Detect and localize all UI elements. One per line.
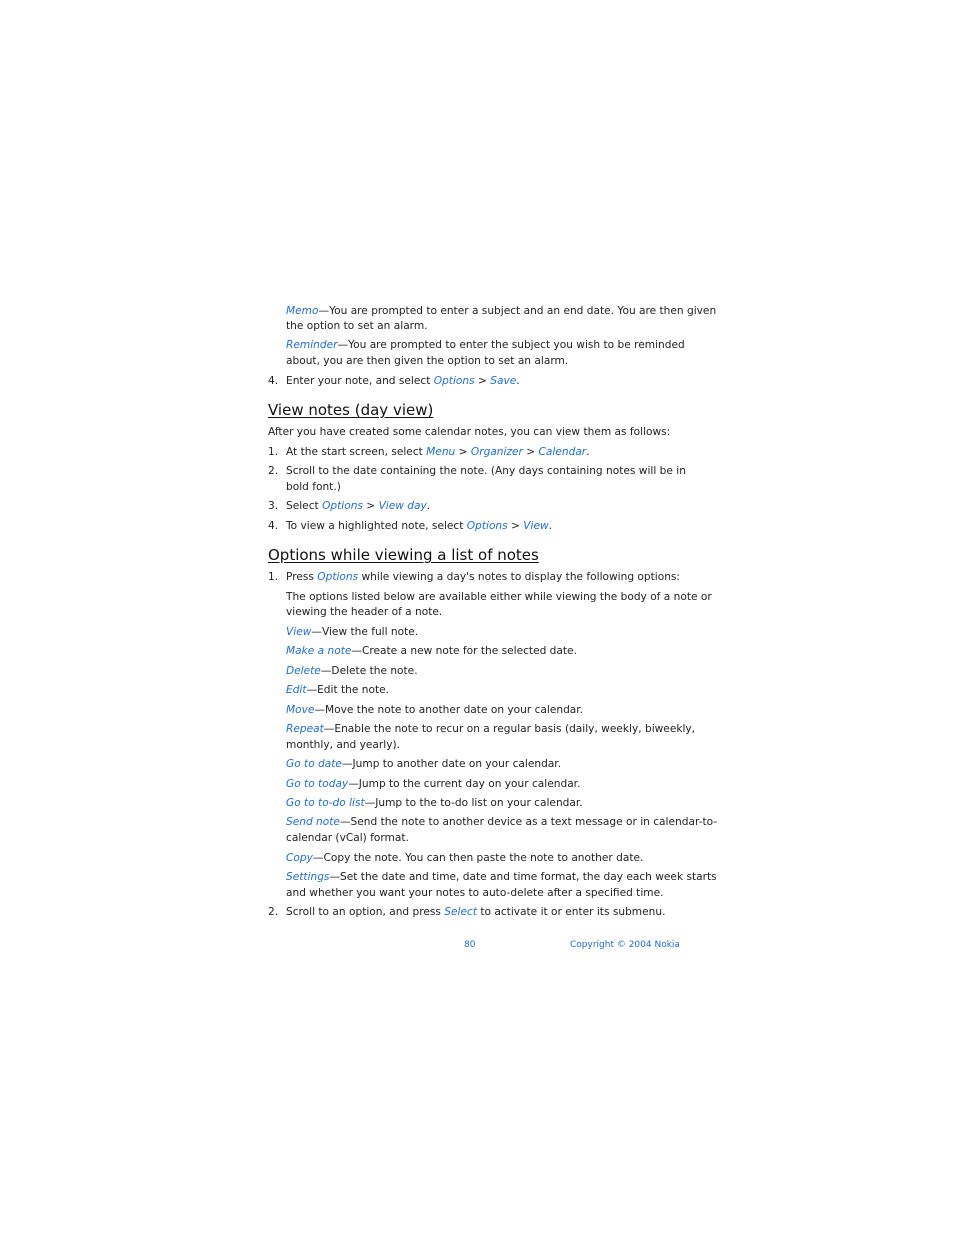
step-end: .: [426, 500, 431, 512]
menu-term: Menu: [426, 446, 456, 458]
calendar-term: Calendar: [538, 446, 587, 458]
reminder-option-line-1: [286, 338, 685, 352]
step-text: Scroll to the date containing the note. (Any days containing notes will be in: [286, 465, 686, 477]
options-term: Options: [322, 500, 363, 512]
step-text-cont: to activate it or enter its submenu.: [476, 906, 666, 918]
memo-term: Memo: [286, 305, 319, 317]
view-step-2-cont: bold font.): [286, 481, 341, 493]
option-description: —Delete the note.: [320, 665, 418, 677]
step-number: 4.: [268, 520, 279, 532]
make-a-note-term: Make a note: [286, 645, 352, 657]
view-notes-intro: After you have created some calendar notes, you can view them as follows:: [268, 426, 671, 438]
go-to-todo-list-term: Go to to-do list: [286, 797, 365, 809]
option-edit: [286, 683, 389, 697]
options-term: Options: [466, 520, 508, 532]
step-text: Select: [286, 500, 323, 512]
step-end: .: [586, 446, 590, 458]
step-text: Press: [286, 571, 318, 583]
step-number: 1.: [268, 446, 279, 458]
copy-term: Copy: [286, 852, 313, 864]
page-number: 80: [464, 940, 476, 950]
option-move: [286, 703, 583, 717]
copyright-notice: Copyright © 2004 Nokia: [570, 940, 680, 950]
option-description: —Move the note to another date on your calendar.: [314, 704, 584, 716]
option-make-a-note: [286, 644, 577, 658]
path-separator: >: [455, 446, 471, 458]
option-description: —Set the date and time, date and time format, the day each week starts: [329, 871, 717, 883]
view-step-1: [268, 445, 590, 459]
option-description: —Jump to another date on your calendar.: [341, 758, 562, 770]
step-text-cont: while viewing a day's notes to display the following options:: [358, 571, 681, 583]
view-term: View: [286, 626, 312, 638]
step-number: 1.: [268, 571, 279, 583]
memo-description: —You are prompted to enter a subject and an end date. You are then given: [318, 305, 717, 317]
memo-option-line-2: [286, 319, 428, 333]
step-text: Scroll to an option, and press: [286, 906, 445, 918]
option-description: —View the full note.: [311, 626, 419, 638]
edit-term: Edit: [286, 684, 307, 696]
view-step-2: [268, 464, 686, 478]
move-term: Move: [286, 704, 315, 716]
option-description: —Enable the note to recur on a regular basis (daily, weekly, biweekly,: [323, 723, 696, 735]
send-note-term: Send note: [286, 816, 340, 828]
step-text: At the start screen, select: [286, 446, 427, 458]
option-description: —Create a new note for the selected date.: [351, 645, 577, 657]
settings-term: Settings: [286, 871, 330, 883]
option-description: —Copy the note. You can then paste the note to another date.: [312, 852, 644, 864]
path-separator: >: [507, 520, 524, 532]
option-view: [286, 625, 418, 639]
option-settings: [286, 870, 717, 884]
options-note-line-1: The options listed below are available either while viewing the body of a note or: [286, 591, 712, 603]
organizer-term: Organizer: [470, 446, 523, 458]
step-number: 3.: [268, 500, 279, 512]
view-day-term: View day: [378, 500, 427, 512]
options-step-1: [268, 570, 680, 584]
step-text: To view a highlighted note, select: [286, 520, 467, 532]
option-repeat-cont: monthly, and yearly).: [286, 739, 400, 751]
option-repeat: [286, 722, 695, 736]
step-number: 4.: [268, 375, 279, 387]
go-to-today-term: Go to today: [286, 778, 349, 790]
step-number: 2.: [268, 465, 279, 477]
step-end: .: [548, 520, 553, 532]
reminder-description-cont: about, you are then given the option to set an alarm.: [286, 355, 569, 367]
option-go-to-date: [286, 757, 561, 771]
section-heading-options: Options while viewing a list of notes: [268, 546, 539, 564]
view-step-3: [268, 499, 430, 513]
path-separator: >: [474, 375, 491, 387]
option-send-note-cont: calendar (vCal) format.: [286, 832, 409, 844]
path-separator: >: [522, 446, 539, 458]
go-to-date-term: Go to date: [286, 758, 342, 770]
step-text: Enter your note, and select: [286, 375, 434, 387]
section-heading-view-notes: View notes (day view): [268, 401, 434, 419]
option-description: —Send the note to another device as a text message or in calendar-to-: [339, 816, 718, 828]
view-term: View: [523, 520, 549, 532]
path-separator: >: [362, 500, 379, 512]
option-delete: [286, 664, 418, 678]
step-enter-note: [268, 374, 520, 388]
repeat-term: Repeat: [286, 723, 324, 735]
reminder-description: —You are prompted to enter the subject you wish to be reminded: [337, 339, 685, 351]
option-go-to-today: [286, 777, 580, 791]
option-description: —Jump to the current day on your calendar.: [348, 778, 581, 790]
step-number: 2.: [268, 906, 279, 918]
options-note-line-2: viewing the header of a note.: [286, 606, 443, 618]
step-end: .: [516, 375, 520, 387]
select-term: Select: [444, 906, 477, 918]
view-step-4: [268, 519, 552, 533]
option-settings-cont: and whether you want your notes to auto-delete after a specified time.: [286, 887, 664, 899]
options-term: Options: [433, 375, 475, 387]
options-step-2: [268, 905, 665, 919]
save-term: Save: [490, 375, 517, 387]
delete-term: Delete: [286, 665, 321, 677]
option-description: —Edit the note.: [306, 684, 389, 696]
option-copy: [286, 851, 643, 865]
reminder-option-line-2: [286, 354, 568, 368]
memo-option-line-1: [286, 304, 716, 318]
option-send-note: [286, 815, 717, 829]
reminder-term: Reminder: [286, 339, 338, 351]
option-go-to-todo-list: [286, 796, 583, 810]
memo-description-cont: the option to set an alarm.: [286, 320, 428, 332]
options-term: Options: [317, 571, 359, 583]
option-description: —Jump to the to-do list on your calendar.: [364, 797, 583, 809]
